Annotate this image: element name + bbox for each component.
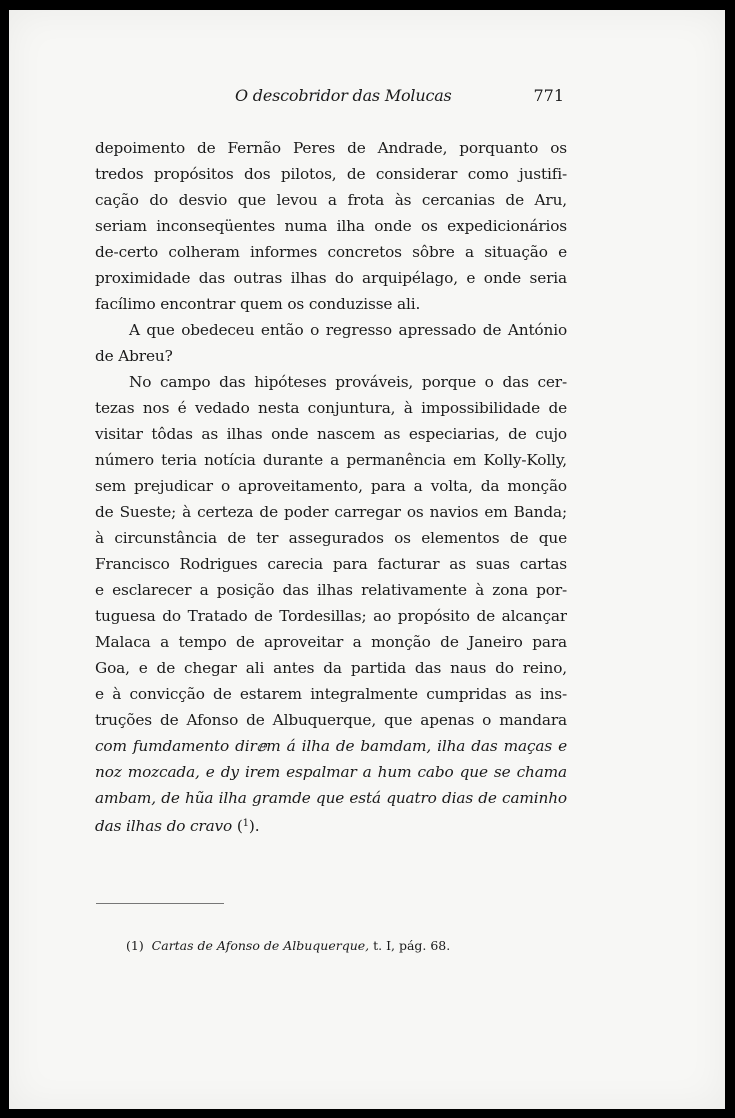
text-line: Malaca a tempo de aproveitar a monção de Janeiro para	[95, 633, 567, 651]
footnote	[126, 938, 450, 953]
text-line: à circunstância de ter assegurados os elementos de que	[95, 529, 567, 547]
text-line: tezas nos é vedado nesta conjuntura, à impossibilidade de	[95, 399, 567, 417]
text-line: No campo das hipóteses prováveis, porque o das cer-	[129, 373, 567, 391]
text-line: de-certo colheram informes concretos sôbre a situação e	[95, 243, 567, 261]
body-text	[95, 135, 567, 837]
footnote-marker: (1)	[126, 938, 144, 953]
quoted-line: ambam, de hũa ilha gramde que está quatro dias de caminho	[95, 789, 567, 807]
final-line: das ilhas do cravo ($^1$).	[95, 817, 260, 835]
page-number: 771	[533, 86, 564, 105]
text-line: depoimento de Fernão Peres de Andrade, porquanto os	[95, 139, 567, 157]
footnote-rest: t. I, pág. 68.	[369, 938, 451, 953]
text-line: sem prejudicar o aproveitamento, para a volta, da monção	[95, 477, 567, 495]
quoted-line: das ilhas do cravo	[95, 817, 233, 835]
text-line: proximidade das outras ilhas do arquipélago, e onde seria	[95, 269, 567, 287]
text-line: A que obedeceu então o regresso apressado de António	[129, 321, 567, 339]
running-title: O descobridor das Molucas	[235, 86, 452, 105]
text-line: e esclarecer a posição das ilhas relativamente à zona por-	[95, 581, 567, 599]
text-line: número teria notícia durante a permanência em Kolly-Kolly,	[95, 451, 567, 469]
quoted-line: com fumdamento dirⅇm á ilha de bamdam, ilha das maças e	[95, 737, 567, 755]
text-line: e à convicção de estarem integralmente cumpridas as ins-	[95, 685, 567, 703]
final-punctuation: .	[254, 817, 260, 835]
text-line: de Sueste; à certeza de poder carregar os navios em Banda;	[95, 503, 567, 521]
text-line: truções de Afonso de Albuquerque, que apenas o mandara	[95, 711, 567, 729]
text-line: seriam inconseqüentes numa ilha onde os expedicionários	[95, 217, 567, 235]
book-page	[9, 10, 725, 1109]
text-line: tuguesa do Tratado de Tordesillas; ao propósito de alcançar	[95, 607, 567, 625]
text-line: tredos propósitos dos pilotos, de considerar como justifi-	[95, 165, 567, 183]
footnote-reference: 1	[242, 818, 249, 829]
text-line: Goa, e de chegar ali antes da partida das naus do reino,	[95, 659, 567, 677]
text-line: cação do desvio que levou a frota às cercanias de Aru,	[95, 191, 567, 209]
text-line: visitar tôdas as ilhas onde nascem as especiarias, de cujo	[95, 425, 567, 443]
quoted-line: noz mozcada, e dy irem espalmar a hum cabo que se chama	[95, 763, 567, 781]
footnote-citation: Cartas de Afonso de Albuquerque,	[151, 938, 370, 953]
text-line: de Abreu?	[95, 347, 173, 365]
running-head	[87, 86, 567, 116]
footnote-rule	[96, 903, 224, 904]
text-line: facílimo encontrar quem os conduzisse ali.	[95, 295, 421, 313]
text-line: Francisco Rodrigues carecia para facturar as suas cartas	[95, 555, 567, 573]
